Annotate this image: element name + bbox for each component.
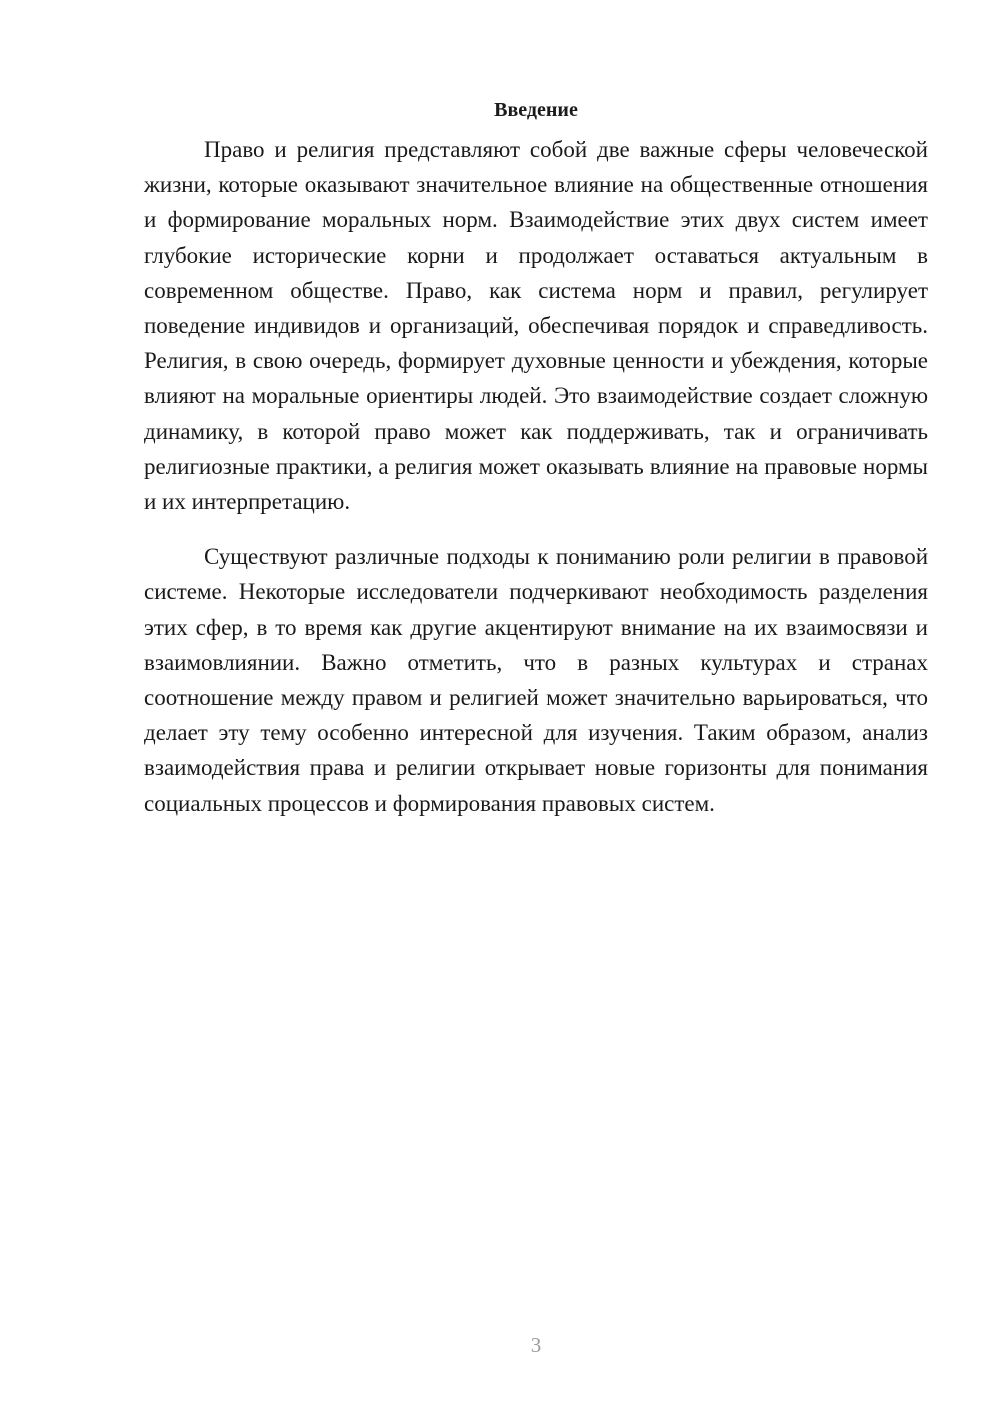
page-content (144, 96, 928, 821)
paragraph-2: Существуют различные подходы к пониманию роли религии в правовой системе. Некоторые исследователи подчеркивают необходимость разделения этих сфер, в то время как другие акцентируют внимание на их взаимосвязи и взаимовлиянии. Важно отметить, что в разных культурах и странах соотношение между правом и религией может значительно варьироваться, что делает эту тему особенно интересной для изучения. Таким образом, анализ взаимодействия права и религии открывает новые горизонты для понимания социальных процессов и формирования правовых систем. (144, 544, 928, 816)
section-heading: Введение (494, 99, 578, 121)
page-number: 3 (530, 1333, 542, 1357)
paragraph-1: Право и религия представляют собой две важные сферы человеческой жизни, которые оказывают значительное влияние на общественные отношения и формирование моральных норм. Взаимодействие этих двух систем имеет глубокие исторические корни и продолжает оставаться актуальным в современном обществе. Право, как система норм и правил, регулирует поведение индивидов и организаций, обеспечивая порядок и справедливость. Религия, в свою очередь, формирует духовные ценности и убеждения, которые влияют на моральные ориентиры людей. Это взаимодействие создает сложную динамику, в которой право может как поддерживать, так и ограничивать религиозные практики, а религия может оказывать влияние на правовые нормы и их интерпретацию. (144, 137, 928, 515)
